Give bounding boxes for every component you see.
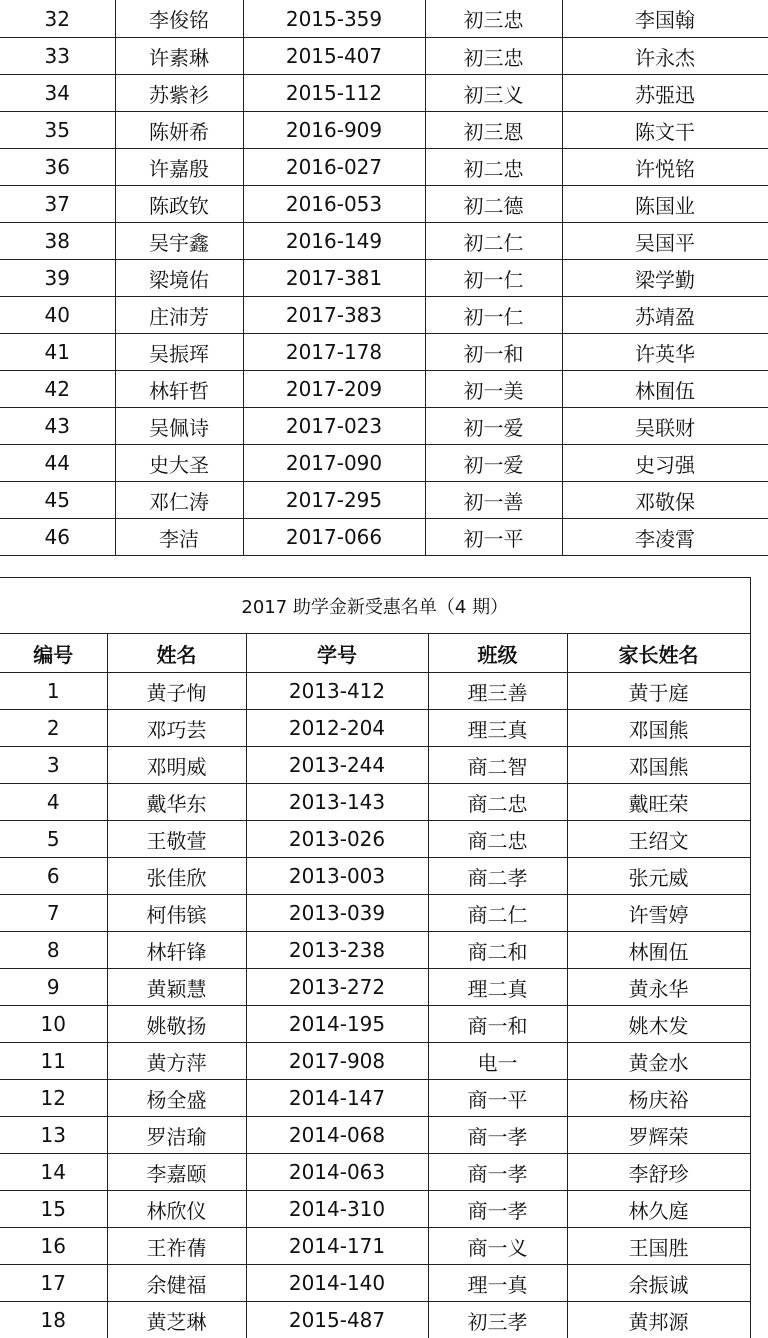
cell-parent-name: 黄金水 — [567, 1043, 750, 1080]
cell-name: 吴佩诗 — [115, 408, 243, 445]
cell-class: 商一和 — [428, 1006, 567, 1043]
cell-name: 杨全盛 — [107, 1080, 246, 1117]
cell-parent-name: 罗辉荣 — [567, 1117, 750, 1154]
cell-student-no: 2014-195 — [246, 1006, 428, 1043]
cell-class: 初一爱 — [425, 445, 562, 482]
table-row — [0, 1228, 750, 1265]
cell-class: 商二忠 — [428, 784, 567, 821]
cell-name: 许嘉殷 — [115, 149, 243, 186]
cell-id: 34 — [0, 75, 115, 112]
cell-class: 商一孝 — [428, 1191, 567, 1228]
cell-parent-name: 梁学勤 — [562, 260, 768, 297]
table-header-row — [0, 634, 750, 673]
cell-name: 黄子恂 — [107, 673, 246, 710]
column-header: 班级 — [428, 634, 567, 673]
recipient-table-continued — [0, 0, 768, 556]
cell-parent-name: 陈文干 — [562, 112, 768, 149]
cell-student-no: 2017-908 — [246, 1043, 428, 1080]
cell-parent-name: 黄邦源 — [567, 1302, 750, 1338]
cell-student-no: 2016-027 — [243, 149, 425, 186]
cell-class: 电一 — [428, 1043, 567, 1080]
cell-class: 初一仁 — [425, 260, 562, 297]
cell-student-no: 2017-381 — [243, 260, 425, 297]
cell-id: 6 — [0, 858, 107, 895]
cell-student-no: 2013-244 — [246, 747, 428, 784]
cell-name: 史大圣 — [115, 445, 243, 482]
cell-id: 41 — [0, 334, 115, 371]
cell-parent-name: 许永杰 — [562, 38, 768, 75]
cell-class: 初一平 — [425, 519, 562, 556]
table-row — [0, 1080, 750, 1117]
table-row — [0, 149, 768, 186]
column-header: 编号 — [0, 634, 107, 673]
cell-class: 理三善 — [428, 673, 567, 710]
cell-parent-name: 黄永华 — [567, 969, 750, 1006]
cell-id: 18 — [0, 1302, 107, 1338]
cell-student-no: 2013-143 — [246, 784, 428, 821]
column-header: 姓名 — [107, 634, 246, 673]
cell-name: 李俊铭 — [115, 0, 243, 38]
cell-class: 初一爱 — [425, 408, 562, 445]
cell-class: 商二忠 — [428, 821, 567, 858]
cell-parent-name: 许悦铭 — [562, 149, 768, 186]
table-row — [0, 784, 750, 821]
cell-parent-name: 张元威 — [567, 858, 750, 895]
cell-class: 商二和 — [428, 932, 567, 969]
cell-parent-name: 邓国熊 — [567, 747, 750, 784]
cell-class: 初三恩 — [425, 112, 562, 149]
table-row — [0, 1191, 750, 1228]
cell-id: 3 — [0, 747, 107, 784]
cell-parent-name: 吴联财 — [562, 408, 768, 445]
cell-name: 陈政钦 — [115, 186, 243, 223]
cell-student-no: 2017-209 — [243, 371, 425, 408]
cell-student-no: 2013-003 — [246, 858, 428, 895]
cell-id: 38 — [0, 223, 115, 260]
cell-id: 40 — [0, 297, 115, 334]
cell-name: 苏紫衫 — [115, 75, 243, 112]
cell-parent-name: 陈国业 — [562, 186, 768, 223]
cell-name: 邓明威 — [107, 747, 246, 784]
table-row — [0, 519, 768, 556]
column-header: 家长姓名 — [567, 634, 750, 673]
cell-name: 林欣仪 — [107, 1191, 246, 1228]
cell-class: 初一和 — [425, 334, 562, 371]
cell-name: 吴振珲 — [115, 334, 243, 371]
cell-parent-name: 余振诚 — [567, 1265, 750, 1302]
cell-name: 王敬萱 — [107, 821, 246, 858]
recipient-table-new — [0, 577, 751, 1338]
cell-class: 初三义 — [425, 75, 562, 112]
cell-class: 商一义 — [428, 1228, 567, 1265]
cell-id: 36 — [0, 149, 115, 186]
table-row — [0, 895, 750, 932]
cell-name: 罗洁瑜 — [107, 1117, 246, 1154]
cell-class: 商一孝 — [428, 1154, 567, 1191]
cell-name: 黄颖慧 — [107, 969, 246, 1006]
cell-name: 邓仁涛 — [115, 482, 243, 519]
cell-name: 邓巧芸 — [107, 710, 246, 747]
cell-student-no: 2014-063 — [246, 1154, 428, 1191]
cell-id: 7 — [0, 895, 107, 932]
table-row — [0, 75, 768, 112]
cell-id: 16 — [0, 1228, 107, 1265]
cell-student-no: 2014-068 — [246, 1117, 428, 1154]
cell-student-no: 2016-909 — [243, 112, 425, 149]
cell-parent-name: 邓国熊 — [567, 710, 750, 747]
cell-id: 5 — [0, 821, 107, 858]
cell-student-no: 2016-149 — [243, 223, 425, 260]
cell-name: 许素琳 — [115, 38, 243, 75]
cell-parent-name: 邓敬保 — [562, 482, 768, 519]
table-row — [0, 445, 768, 482]
cell-parent-name: 苏弫迅 — [562, 75, 768, 112]
table-row — [0, 223, 768, 260]
cell-id: 1 — [0, 673, 107, 710]
cell-class: 初三孝 — [428, 1302, 567, 1338]
cell-student-no: 2016-053 — [243, 186, 425, 223]
cell-id: 39 — [0, 260, 115, 297]
cell-student-no: 2013-412 — [246, 673, 428, 710]
cell-class: 理一真 — [428, 1265, 567, 1302]
cell-class: 商二孝 — [428, 858, 567, 895]
cell-student-no: 2017-090 — [243, 445, 425, 482]
cell-id: 13 — [0, 1117, 107, 1154]
table-row — [0, 408, 768, 445]
cell-id: 2 — [0, 710, 107, 747]
cell-name: 吴宇鑫 — [115, 223, 243, 260]
cell-student-no: 2015-407 — [243, 38, 425, 75]
cell-parent-name: 史习强 — [562, 445, 768, 482]
cell-student-no: 2017-295 — [243, 482, 425, 519]
cell-parent-name: 许雪婷 — [567, 895, 750, 932]
cell-id: 10 — [0, 1006, 107, 1043]
cell-student-no: 2017-383 — [243, 297, 425, 334]
cell-id: 15 — [0, 1191, 107, 1228]
cell-parent-name: 林囿伍 — [567, 932, 750, 969]
table-row — [0, 858, 750, 895]
cell-parent-name: 王绍文 — [567, 821, 750, 858]
table-row — [0, 932, 750, 969]
cell-name: 黄方萍 — [107, 1043, 246, 1080]
cell-parent-name: 林囿伍 — [562, 371, 768, 408]
cell-class: 理三真 — [428, 710, 567, 747]
cell-id: 4 — [0, 784, 107, 821]
cell-name: 张佳欣 — [107, 858, 246, 895]
cell-parent-name: 李舒珍 — [567, 1154, 750, 1191]
table-row — [0, 186, 768, 223]
cell-student-no: 2014-310 — [246, 1191, 428, 1228]
cell-name: 林轩哲 — [115, 371, 243, 408]
cell-name: 梁境佑 — [115, 260, 243, 297]
cell-student-no: 2013-238 — [246, 932, 428, 969]
cell-name: 柯伟镔 — [107, 895, 246, 932]
cell-id: 9 — [0, 969, 107, 1006]
cell-id: 12 — [0, 1080, 107, 1117]
cell-name: 姚敬扬 — [107, 1006, 246, 1043]
table-row — [0, 1154, 750, 1191]
cell-student-no: 2012-204 — [246, 710, 428, 747]
cell-name: 陈妍希 — [115, 112, 243, 149]
cell-student-no: 2017-066 — [243, 519, 425, 556]
cell-id: 45 — [0, 482, 115, 519]
table-row — [0, 673, 750, 710]
cell-student-no: 2014-147 — [246, 1080, 428, 1117]
cell-parent-name: 吴国平 — [562, 223, 768, 260]
table-row — [0, 821, 750, 858]
cell-student-no: 2013-039 — [246, 895, 428, 932]
cell-name: 李洁 — [115, 519, 243, 556]
cell-class: 初一美 — [425, 371, 562, 408]
cell-id: 43 — [0, 408, 115, 445]
cell-class: 商二智 — [428, 747, 567, 784]
table-title: 2017 助学金新受惠名单（4 期） — [0, 578, 750, 634]
cell-class: 商二仁 — [428, 895, 567, 932]
cell-student-no: 2015-112 — [243, 75, 425, 112]
cell-class: 初三忠 — [425, 0, 562, 38]
cell-name: 李嘉颐 — [107, 1154, 246, 1191]
cell-parent-name: 王国胜 — [567, 1228, 750, 1265]
cell-name: 余健福 — [107, 1265, 246, 1302]
table-row — [0, 1302, 750, 1338]
cell-student-no: 2014-171 — [246, 1228, 428, 1265]
cell-id: 37 — [0, 186, 115, 223]
cell-student-no: 2017-023 — [243, 408, 425, 445]
cell-parent-name: 姚木发 — [567, 1006, 750, 1043]
cell-class: 初一仁 — [425, 297, 562, 334]
cell-name: 戴华东 — [107, 784, 246, 821]
cell-class: 初二仁 — [425, 223, 562, 260]
cell-class: 商一孝 — [428, 1117, 567, 1154]
cell-id: 11 — [0, 1043, 107, 1080]
cell-parent-name: 李国翰 — [562, 0, 768, 38]
cell-student-no: 2017-178 — [243, 334, 425, 371]
cell-class: 初二德 — [425, 186, 562, 223]
cell-class: 初二忠 — [425, 149, 562, 186]
cell-class: 初一善 — [425, 482, 562, 519]
cell-student-no: 2015-359 — [243, 0, 425, 38]
cell-id: 44 — [0, 445, 115, 482]
cell-parent-name: 许英华 — [562, 334, 768, 371]
table-row — [0, 747, 750, 784]
cell-parent-name: 戴旺荣 — [567, 784, 750, 821]
cell-name: 庄沛芳 — [115, 297, 243, 334]
cell-parent-name: 杨庆裕 — [567, 1080, 750, 1117]
table-row — [0, 969, 750, 1006]
table-row — [0, 1043, 750, 1080]
table-row — [0, 482, 768, 519]
cell-student-no: 2014-140 — [246, 1265, 428, 1302]
table-row — [0, 297, 768, 334]
table-row — [0, 1006, 750, 1043]
column-header: 学号 — [246, 634, 428, 673]
table-row — [0, 710, 750, 747]
table-row — [0, 260, 768, 297]
cell-id: 32 — [0, 0, 115, 38]
table-row — [0, 1265, 750, 1302]
cell-student-no: 2013-026 — [246, 821, 428, 858]
cell-name: 林轩锋 — [107, 932, 246, 969]
cell-id: 8 — [0, 932, 107, 969]
cell-id: 46 — [0, 519, 115, 556]
cell-name: 王祚蒨 — [107, 1228, 246, 1265]
cell-parent-name: 黄于庭 — [567, 673, 750, 710]
table-row — [0, 112, 768, 149]
cell-class: 商一平 — [428, 1080, 567, 1117]
cell-parent-name: 李凌霄 — [562, 519, 768, 556]
cell-parent-name: 苏靖盈 — [562, 297, 768, 334]
cell-id: 14 — [0, 1154, 107, 1191]
cell-class: 初三忠 — [425, 38, 562, 75]
cell-id: 33 — [0, 38, 115, 75]
cell-id: 17 — [0, 1265, 107, 1302]
cell-id: 42 — [0, 371, 115, 408]
cell-parent-name: 林久庭 — [567, 1191, 750, 1228]
table-row — [0, 1117, 750, 1154]
cell-student-no: 2015-487 — [246, 1302, 428, 1338]
cell-name: 黄芝琳 — [107, 1302, 246, 1338]
table-row — [0, 0, 768, 38]
cell-class: 理二真 — [428, 969, 567, 1006]
table-row — [0, 334, 768, 371]
cell-id: 35 — [0, 112, 115, 149]
cell-student-no: 2013-272 — [246, 969, 428, 1006]
table-row — [0, 38, 768, 75]
table-row — [0, 371, 768, 408]
